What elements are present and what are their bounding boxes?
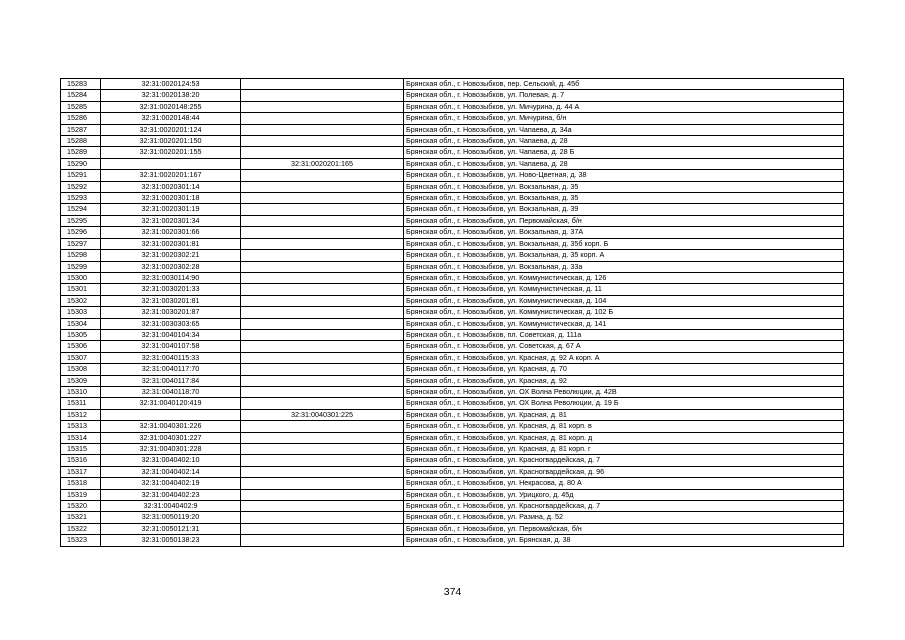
property-table <box>60 78 844 547</box>
related-cadastral-cell <box>241 386 404 397</box>
cadastral-number-cell: 32:31:0040104:34 <box>101 329 241 340</box>
address-cell: Брянская обл., г. Новозыбков, ул. Вокзальная, д. 33а <box>404 261 844 272</box>
row-number-cell: 15295 <box>61 215 101 226</box>
table-row <box>61 79 844 90</box>
row-number-cell: 15289 <box>61 147 101 158</box>
row-number-cell: 15312 <box>61 409 101 420</box>
row-number-cell: 15293 <box>61 193 101 204</box>
related-cadastral-cell: 32:31:0040301:225 <box>241 409 404 420</box>
table-row <box>61 204 844 215</box>
related-cadastral-cell <box>241 489 404 500</box>
related-cadastral-cell <box>241 90 404 101</box>
row-number-cell: 15297 <box>61 238 101 249</box>
property-table-body <box>61 79 844 547</box>
address-cell: Брянская обл., г. Новозыбков, ул. ОХ Волна Революции, д. 42В <box>404 386 844 397</box>
table-row <box>61 261 844 272</box>
related-cadastral-cell <box>241 215 404 226</box>
row-number-cell: 15303 <box>61 307 101 318</box>
related-cadastral-cell <box>241 398 404 409</box>
table-row <box>61 512 844 523</box>
cadastral-number-cell: 32:31:0020301:14 <box>101 181 241 192</box>
cadastral-number-cell: 32:31:0020302:21 <box>101 250 241 261</box>
address-cell: Брянская обл., г. Новозыбков, ул. Красная, д. 92 А корп. А <box>404 352 844 363</box>
row-number-cell: 15296 <box>61 227 101 238</box>
cadastral-number-cell: 32:31:0040301:228 <box>101 444 241 455</box>
address-cell: Брянская обл., г. Новозыбков, ул. Коммунистическая, д. 126 <box>404 272 844 283</box>
related-cadastral-cell <box>241 261 404 272</box>
row-number-cell: 15316 <box>61 455 101 466</box>
row-number-cell: 15298 <box>61 250 101 261</box>
table-row <box>61 478 844 489</box>
related-cadastral-cell <box>241 375 404 386</box>
table-row <box>61 170 844 181</box>
cadastral-number-cell: 32:31:0040402:9 <box>101 501 241 512</box>
address-cell: Брянская обл., г. Новозыбков, ул. Чапаева, д. 34а <box>404 124 844 135</box>
address-cell: Брянская обл., г. Новозыбков, ул. Ново-Цветная, д. 38 <box>404 170 844 181</box>
related-cadastral-cell <box>241 364 404 375</box>
address-cell: Брянская обл., г. Новозыбков, ул. Первомайская, б/н <box>404 215 844 226</box>
row-number-cell: 15288 <box>61 136 101 147</box>
table-row <box>61 364 844 375</box>
related-cadastral-cell <box>241 501 404 512</box>
row-number-cell: 15308 <box>61 364 101 375</box>
address-cell: Брянская обл., г. Новозыбков, ул. Красногвардейская, д. 7 <box>404 455 844 466</box>
address-cell: Брянская обл., г. Новозыбков, ул. Первомайская, б/н <box>404 523 844 534</box>
address-cell: Брянская обл., г. Новозыбков, ул. Красная, д. 92 <box>404 375 844 386</box>
table-row <box>61 158 844 169</box>
cadastral-number-cell: 32:31:0020301:66 <box>101 227 241 238</box>
table-row <box>61 409 844 420</box>
related-cadastral-cell <box>241 204 404 215</box>
row-number-cell: 15322 <box>61 523 101 534</box>
row-number-cell: 15320 <box>61 501 101 512</box>
table-row <box>61 444 844 455</box>
related-cadastral-cell <box>241 329 404 340</box>
table-row <box>61 284 844 295</box>
cadastral-number-cell: 32:31:0040402:23 <box>101 489 241 500</box>
row-number-cell: 15290 <box>61 158 101 169</box>
related-cadastral-cell <box>241 341 404 352</box>
row-number-cell: 15318 <box>61 478 101 489</box>
cadastral-number-cell: 32:31:0030201:87 <box>101 307 241 318</box>
cadastral-number-cell: 32:31:0040120:419 <box>101 398 241 409</box>
address-cell: Брянская обл., г. Новозыбков, ул. ОХ Волна Революции, д. 19 Б <box>404 398 844 409</box>
address-cell: Брянская обл., г. Новозыбков, ул. Советская, д. 67 А <box>404 341 844 352</box>
related-cadastral-cell <box>241 466 404 477</box>
cadastral-number-cell: 32:31:0020301:19 <box>101 204 241 215</box>
address-cell: Брянская обл., г. Новозыбков, ул. Мичурина, б/н <box>404 113 844 124</box>
cadastral-number-cell: 32:31:0040402:14 <box>101 466 241 477</box>
cadastral-number-cell: 32:31:0030114:90 <box>101 272 241 283</box>
cadastral-number-cell: 32:31:0020201:124 <box>101 124 241 135</box>
table-row <box>61 329 844 340</box>
table-row <box>61 466 844 477</box>
address-cell: Брянская обл., г. Новозыбков, ул. Чапаева, д. 28 <box>404 158 844 169</box>
related-cadastral-cell <box>241 523 404 534</box>
related-cadastral-cell <box>241 512 404 523</box>
table-row <box>61 181 844 192</box>
row-number-cell: 15317 <box>61 466 101 477</box>
table-row <box>61 455 844 466</box>
related-cadastral-cell <box>241 307 404 318</box>
address-cell: Брянская обл., г. Новозыбков, ул. Чапаева, д. 28 <box>404 136 844 147</box>
table-row <box>61 523 844 534</box>
cadastral-number-cell: 32:31:0020301:81 <box>101 238 241 249</box>
row-number-cell: 15285 <box>61 101 101 112</box>
address-cell: Брянская обл., г. Новозыбков, ул. Красная, д. 70 <box>404 364 844 375</box>
related-cadastral-cell <box>241 227 404 238</box>
cadastral-number-cell: 32:31:0040402:10 <box>101 455 241 466</box>
cadastral-number-cell <box>101 409 241 420</box>
cadastral-number-cell: 32:31:0020301:18 <box>101 193 241 204</box>
related-cadastral-cell <box>241 432 404 443</box>
related-cadastral-cell <box>241 113 404 124</box>
table-row <box>61 136 844 147</box>
row-number-cell: 15294 <box>61 204 101 215</box>
table-row <box>61 307 844 318</box>
related-cadastral-cell <box>241 478 404 489</box>
related-cadastral-cell <box>241 535 404 546</box>
cadastral-number-cell: 32:31:0040107:58 <box>101 341 241 352</box>
table-row <box>61 398 844 409</box>
cadastral-number-cell: 32:31:0020301:34 <box>101 215 241 226</box>
address-cell: Брянская обл., г. Новозыбков, ул. Урицкого, д. 45д <box>404 489 844 500</box>
table-row <box>61 341 844 352</box>
row-number-cell: 15292 <box>61 181 101 192</box>
row-number-cell: 15311 <box>61 398 101 409</box>
cadastral-number-cell: 32:31:0020138:20 <box>101 90 241 101</box>
cadastral-number-cell: 32:31:0020201:155 <box>101 147 241 158</box>
table-row <box>61 295 844 306</box>
row-number-cell: 15286 <box>61 113 101 124</box>
address-cell: Брянская обл., г. Новозыбков, ул. Красногвардейская, д. 96 <box>404 466 844 477</box>
address-cell: Брянская обл., г. Новозыбков, ул. Разина, д. 52 <box>404 512 844 523</box>
row-number-cell: 15321 <box>61 512 101 523</box>
row-number-cell: 15301 <box>61 284 101 295</box>
address-cell: Брянская обл., г. Новозыбков, ул. Коммунистическая, д. 104 <box>404 295 844 306</box>
row-number-cell: 15306 <box>61 341 101 352</box>
related-cadastral-cell <box>241 421 404 432</box>
table-row <box>61 90 844 101</box>
table-row <box>61 352 844 363</box>
address-cell: Брянская обл., г. Новозыбков, ул. Коммунистическая, д. 102 Б <box>404 307 844 318</box>
address-cell: Брянская обл., г. Новозыбков, ул. Вокзальная, д. 39 <box>404 204 844 215</box>
address-cell: Брянская обл., г. Новозыбков, ул. Красная, д. 81 корп. в <box>404 421 844 432</box>
cadastral-number-cell: 32:31:0030201:33 <box>101 284 241 295</box>
cadastral-number-cell: 32:31:0030303:65 <box>101 318 241 329</box>
table-row <box>61 318 844 329</box>
row-number-cell: 15314 <box>61 432 101 443</box>
cadastral-number-cell: 32:31:0020148:44 <box>101 113 241 124</box>
cadastral-number-cell: 32:31:0020148:255 <box>101 101 241 112</box>
table-row <box>61 489 844 500</box>
table-row <box>61 147 844 158</box>
related-cadastral-cell <box>241 455 404 466</box>
related-cadastral-cell <box>241 238 404 249</box>
row-number-cell: 15302 <box>61 295 101 306</box>
row-number-cell: 15323 <box>61 535 101 546</box>
row-number-cell: 15307 <box>61 352 101 363</box>
page-number: 374 <box>443 586 462 598</box>
table-row <box>61 227 844 238</box>
related-cadastral-cell <box>241 284 404 295</box>
address-cell: Брянская обл., г. Новозыбков, ул. Вокзальная, д. 37А <box>404 227 844 238</box>
table-row <box>61 501 844 512</box>
row-number-cell: 15319 <box>61 489 101 500</box>
cadastral-number-cell: 32:31:0040118:70 <box>101 386 241 397</box>
address-cell: Брянская обл., г. Новозыбков, ул. Вокзальная, д. 35 <box>404 193 844 204</box>
address-cell: Брянская обл., г. Новозыбков, ул. Вокзальная, д. 35 корп. А <box>404 250 844 261</box>
table-row <box>61 193 844 204</box>
row-number-cell: 15315 <box>61 444 101 455</box>
related-cadastral-cell: 32:31:0020201:165 <box>241 158 404 169</box>
cadastral-number-cell: 32:31:0040301:227 <box>101 432 241 443</box>
table-row <box>61 272 844 283</box>
table-row <box>61 535 844 546</box>
address-cell: Брянская обл., г. Новозыбков, ул. Красная, д. 81 корп. д <box>404 432 844 443</box>
cadastral-number-cell: 32:31:0020124:53 <box>101 79 241 90</box>
row-number-cell: 15304 <box>61 318 101 329</box>
address-cell: Брянская обл., г. Новозыбков, пл. Советская, д. 111а <box>404 329 844 340</box>
cadastral-number-cell: 32:31:0040301:226 <box>101 421 241 432</box>
related-cadastral-cell <box>241 181 404 192</box>
cadastral-number-cell: 32:31:0040117:84 <box>101 375 241 386</box>
row-number-cell: 15287 <box>61 124 101 135</box>
address-cell: Брянская обл., г. Новозыбков, ул. Красная, д. 81 корп. г <box>404 444 844 455</box>
table-row <box>61 386 844 397</box>
address-cell: Брянская обл., г. Новозыбков, ул. Некрасова, д. 80 А <box>404 478 844 489</box>
related-cadastral-cell <box>241 101 404 112</box>
table-row <box>61 375 844 386</box>
address-cell: Брянская обл., г. Новозыбков, ул. Чапаева, д. 28 Б <box>404 147 844 158</box>
related-cadastral-cell <box>241 352 404 363</box>
cadastral-number-cell: 32:31:0040402:19 <box>101 478 241 489</box>
address-cell: Брянская обл., г. Новозыбков, пер. Сельский, д. 45б <box>404 79 844 90</box>
row-number-cell: 15299 <box>61 261 101 272</box>
cadastral-number-cell <box>101 158 241 169</box>
related-cadastral-cell <box>241 79 404 90</box>
address-cell: Брянская обл., г. Новозыбков, ул. Красная, д. 81 <box>404 409 844 420</box>
related-cadastral-cell <box>241 250 404 261</box>
address-cell: Брянская обл., г. Новозыбков, ул. Брянская, д. 38 <box>404 535 844 546</box>
related-cadastral-cell <box>241 147 404 158</box>
table-row <box>61 432 844 443</box>
cadastral-number-cell: 32:31:0030201:81 <box>101 295 241 306</box>
related-cadastral-cell <box>241 272 404 283</box>
address-cell: Брянская обл., г. Новозыбков, ул. Вокзальная, д. 35б корп. Б <box>404 238 844 249</box>
row-number-cell: 15283 <box>61 79 101 90</box>
cadastral-number-cell: 32:31:0020201:167 <box>101 170 241 181</box>
table-row <box>61 215 844 226</box>
address-cell: Брянская обл., г. Новозыбков, ул. Вокзальная, д. 35 <box>404 181 844 192</box>
table-row <box>61 238 844 249</box>
address-cell: Брянская обл., г. Новозыбков, ул. Коммунистическая, д. 11 <box>404 284 844 295</box>
table-row <box>61 124 844 135</box>
related-cadastral-cell <box>241 170 404 181</box>
cadastral-number-cell: 32:31:0020201:150 <box>101 136 241 147</box>
cadastral-number-cell: 32:31:0050119:20 <box>101 512 241 523</box>
row-number-cell: 15305 <box>61 329 101 340</box>
related-cadastral-cell <box>241 444 404 455</box>
address-cell: Брянская обл., г. Новозыбков, ул. Красногвардейская, д. 7 <box>404 501 844 512</box>
row-number-cell: 15300 <box>61 272 101 283</box>
related-cadastral-cell <box>241 318 404 329</box>
related-cadastral-cell <box>241 136 404 147</box>
row-number-cell: 15309 <box>61 375 101 386</box>
cadastral-number-cell: 32:31:0040115:33 <box>101 352 241 363</box>
cadastral-number-cell: 32:31:0020302:28 <box>101 261 241 272</box>
address-cell: Брянская обл., г. Новозыбков, ул. Мичурина, д. 44 А <box>404 101 844 112</box>
table-row <box>61 250 844 261</box>
table-row <box>61 113 844 124</box>
address-cell: Брянская обл., г. Новозыбков, ул. Коммунистическая, д. 141 <box>404 318 844 329</box>
related-cadastral-cell <box>241 295 404 306</box>
cadastral-number-cell: 32:31:0040117:70 <box>101 364 241 375</box>
row-number-cell: 15284 <box>61 90 101 101</box>
row-number-cell: 15291 <box>61 170 101 181</box>
row-number-cell: 15313 <box>61 421 101 432</box>
row-number-cell: 15310 <box>61 386 101 397</box>
related-cadastral-cell <box>241 124 404 135</box>
cadastral-number-cell: 32:31:0050121:31 <box>101 523 241 534</box>
cadastral-number-cell: 32:31:0050138:23 <box>101 535 241 546</box>
address-cell: Брянская обл., г. Новозыбков, ул. Полевая, д. 7 <box>404 90 844 101</box>
table-row <box>61 101 844 112</box>
related-cadastral-cell <box>241 193 404 204</box>
table-row <box>61 421 844 432</box>
